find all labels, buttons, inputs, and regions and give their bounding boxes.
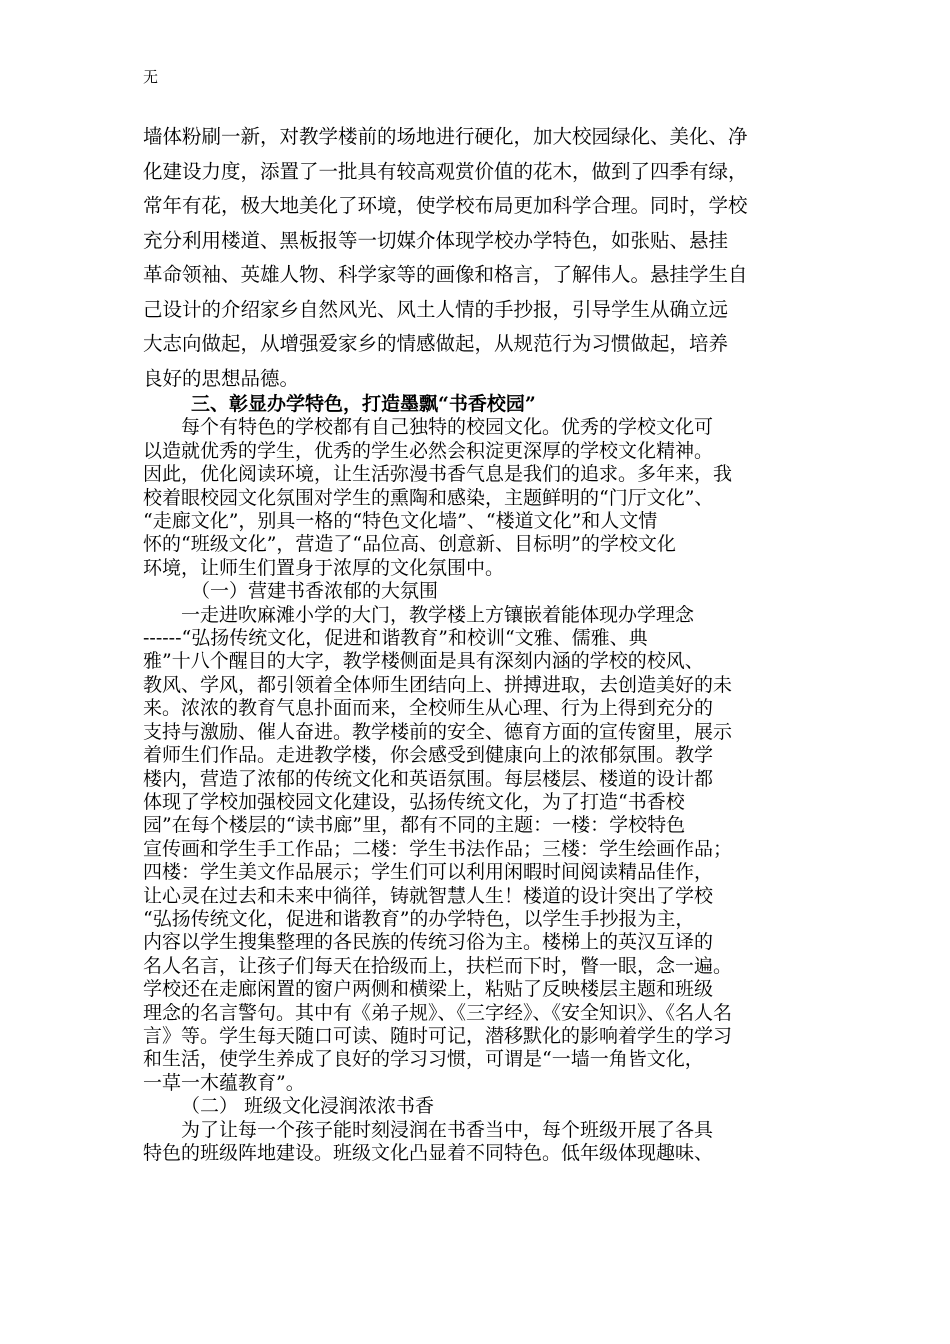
- text-line: 良好的思想品德。: [143, 366, 300, 390]
- text-line: 因此，优化阅读环境，让生活弥漫书香气息是我们的追求。多年来，我: [143, 463, 733, 486]
- section-heading: 三、彰显办学特色，打造墨飘“书香校园”: [191, 393, 536, 415]
- text-line: 名人名言，让孩子们每天在拾级而上，扶栏而下时，瞥一眼，念一遍。: [143, 954, 733, 977]
- text-line: 体现了学校加强校园文化建设，弘扬传统文化，为了打造“书香校: [143, 790, 685, 813]
- text-line: 特色的班级阵地建设。班级文化凸显着不同特色。低年级体现趣味、: [143, 1142, 714, 1164]
- text-line: 教风、学风，都引领着全体师生团结向上、拼搏进取，去创造美好的未: [143, 673, 733, 696]
- text-line: 一走进吹麻滩小学的大门，教学楼上方镶嵌着能体现办学理念: [181, 603, 695, 626]
- text-line: 内容以学生搜集整理的各民族的传统习俗为主。楼梯上的英汉互译的: [143, 931, 714, 954]
- text-line: 雅”十八个醒目的大字，教学楼侧面是具有深刻内涵的学校的校风、: [143, 650, 704, 673]
- text-line: 每个有特色的学校都有自己独特的校园文化。优秀的学校文化可: [181, 416, 714, 439]
- text-line: 校着眼校园文化氛围对学生的熏陶和感染，主题鲜明的“门厅文化”、: [143, 486, 714, 509]
- text-line: 学校还在走廊闲置的窗户两侧和横梁上，粘贴了反映楼层主题和班级: [143, 978, 714, 1001]
- text-line: 己设计的介绍家乡自然风光、风土人情的手抄报，引导学生从确立远: [143, 297, 729, 321]
- text-line: 以造就优秀的学生，优秀的学生必然会积淀更深厚的学校文化精神。: [143, 439, 714, 462]
- text-line: 常年有花，极大地美化了环境，使学校布局更加科学合理。同时，学校: [143, 194, 748, 217]
- text-line: ------“弘扬传统文化，促进和谐教育”和校训“文雅、儒雅、典: [143, 627, 648, 650]
- text-line: 和生活，使学生养成了良好的学习习惯，可谓是“一墙一角皆文化，: [143, 1048, 704, 1071]
- text-line: 着师生们作品。走进教学楼，你会感受到健康向上的浓郁氛围。教学: [143, 744, 714, 767]
- text-line: 一草一木蕴教育”。: [143, 1071, 305, 1094]
- text-line: 楼内，营造了浓郁的传统文化和英语氛围。每层楼层、楼道的设计都: [143, 767, 714, 790]
- subsection-heading: （一）营建书香浓郁的大氛围: [191, 580, 439, 603]
- text-line: 怀的“班级文化”，营造了“品位高、创意新、目标明”的学校文化: [143, 533, 676, 556]
- text-line: 理念的名言警句。其中有《弟子规》、《三字经》、《安全知识》、《名人名: [143, 1001, 733, 1024]
- text-line: 让心灵在过去和未来中徜徉，铸就智慧人生！楼道的设计突出了学校: [143, 884, 714, 907]
- document-body: [143, 393, 815, 1165]
- text-line: 大志向做起，从增强爱家乡的情感做起，从规范行为习惯做起，培养: [143, 332, 729, 355]
- text-line: 言》等。学生每天随口可读、随时可记，潜移默化的影响着学生的学习: [143, 1024, 733, 1047]
- text-line: 四楼：学生美文作品展示；学生们可以利用闲暇时间阅读精品佳作，: [143, 861, 714, 884]
- text-line: 为了让每一个孩子能时刻浸润在书香当中，每个班级开展了各具: [181, 1118, 714, 1141]
- text-line: 支持与激励、催人奋进。教学楼前的安全、德育方面的宣传窗里，展示: [143, 720, 733, 743]
- text-line: 充分利用楼道、黑板报等一切媒介体现学校办学特色，如张贴、悬挂: [143, 228, 729, 252]
- text-line: 化建设力度，添置了一批具有较高观赏价值的花木，做到了四季有绿，: [143, 159, 748, 183]
- text-line: 来。浓浓的教育气息扑面而来，全校师生从心理、行为上得到充分的: [143, 697, 714, 720]
- page-header: 无: [143, 68, 159, 86]
- text-line: “弘扬传统文化，促进和谐教育”的办学特色，以学生手抄报为主，: [143, 907, 695, 930]
- subsection-heading: （二） 班级文化浸润浓浓书香: [181, 1095, 435, 1118]
- text-line: 墙体粉刷一新，对教学楼前的场地进行硬化，加大校园绿化、美化、净: [143, 125, 748, 148]
- text-line: 革命领袖、英雄人物、科学家等的画像和格言，了解伟人。悬挂学生自: [143, 263, 748, 286]
- text-line: 园”在每个楼层的“读书廊”里，都有不同的主题：一楼：学校特色: [143, 814, 686, 837]
- text-line: “走廊文化”，别具一格的“特色文化墙”、“楼道文化”和人文情: [143, 510, 658, 533]
- text-line: 宣传画和学生手工作品；二楼：学生书法作品；三楼：学生绘画作品；: [143, 837, 733, 860]
- text-line: 环境，让师生们置身于浓厚的文化氛围中。: [143, 556, 505, 579]
- paragraph-campus-environment: [143, 120, 815, 396]
